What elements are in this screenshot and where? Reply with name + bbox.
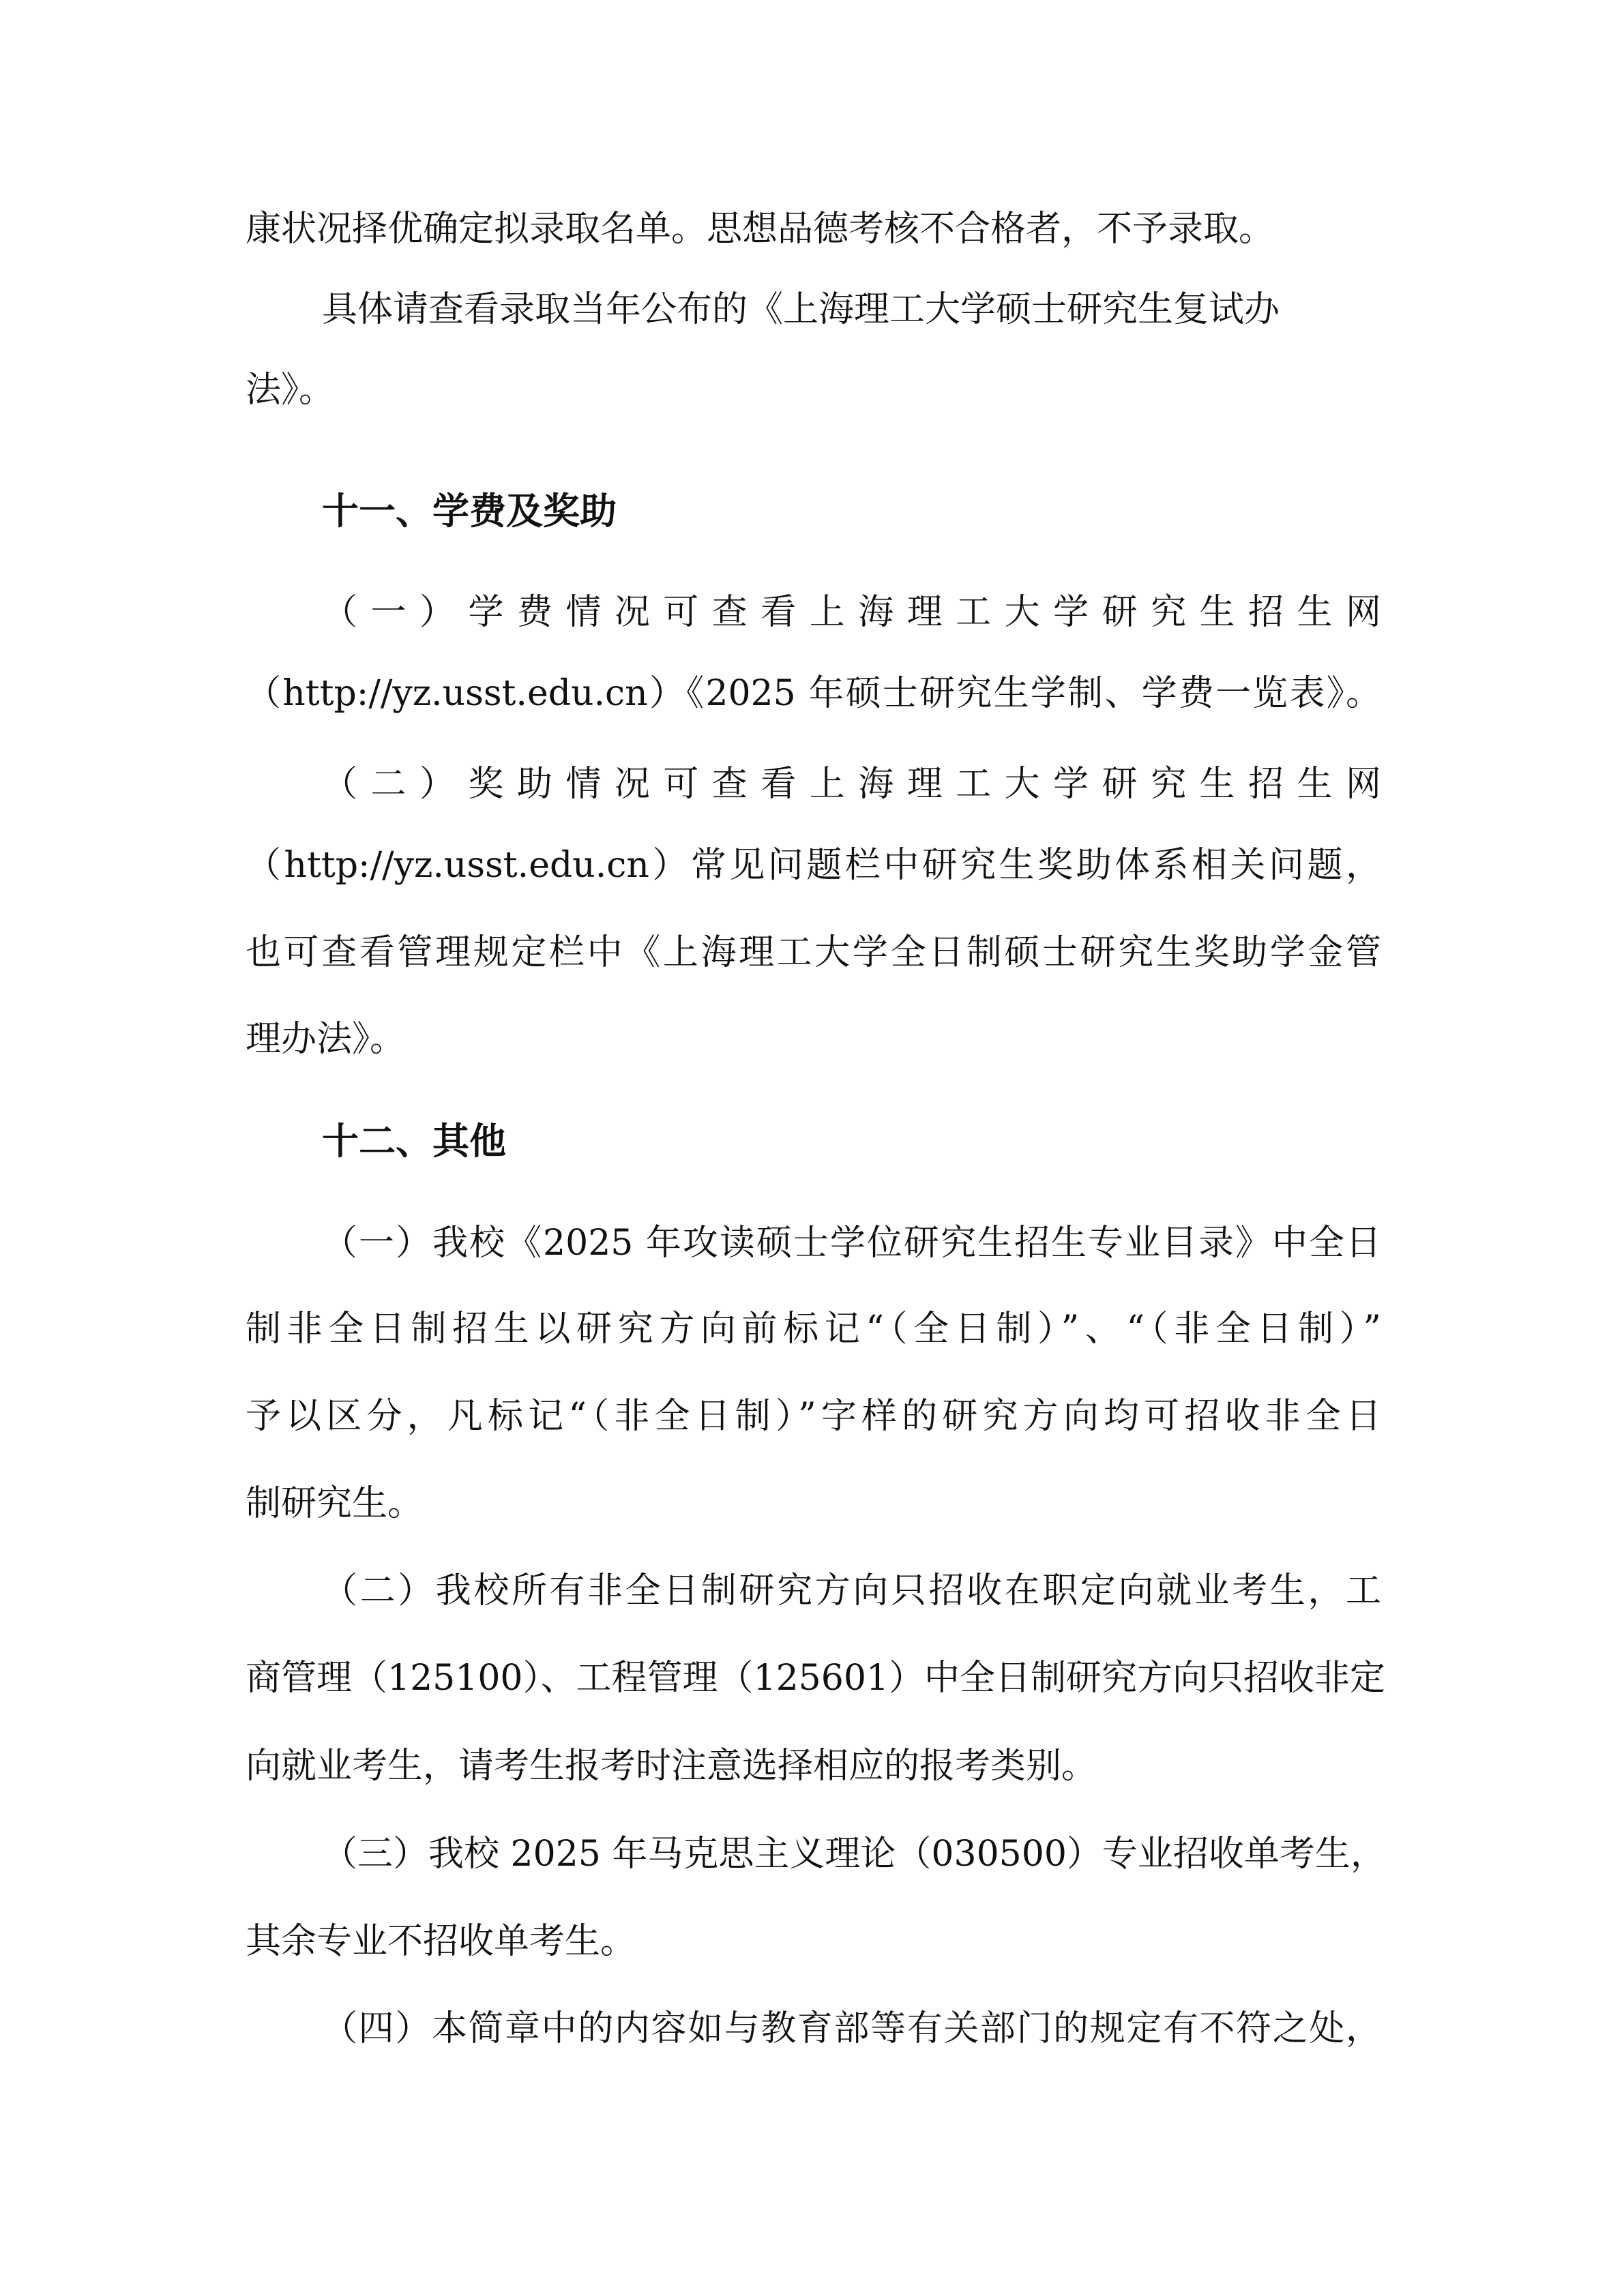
section-12-item-3-line-2: 其余专业不招收单考生。 bbox=[246, 1921, 636, 1962]
section-12-item-4-line-1: （四）本简章中的内容如与教育部等有关部门的规定有不符之处， bbox=[322, 2008, 1381, 2049]
section-12-item-1-line-1: （一）我校《2025 年攻读硕士学位研究生招生专业目录》中全日 bbox=[322, 1223, 1381, 1264]
section-12-item-2-line-2: 商管理（125100）、工程管理（125601）中全日制研究方向只招收非定 bbox=[246, 1658, 1386, 1699]
section-12-heading: 十二、其他 bbox=[322, 1120, 506, 1163]
paragraph-admission-end-line-1: 康状况择优确定拟录取名单。思想品德考核不合格者，不予录取。 bbox=[246, 209, 1275, 250]
section-12-item-1-line-3: 予以区分，凡标记“（非全日制）”字样的研究方向均可招收非全日 bbox=[246, 1396, 1381, 1437]
section-11-item-1-line-1: （一）学费情况可查看上海理工大学研究生招生网 bbox=[322, 592, 1381, 633]
section-11-item-1-line-2: （http://yz.usst.edu.cn）《2025 年硕士研究生学制、学费一览表》。 bbox=[246, 673, 1381, 714]
paragraph-retest-method-line-1: 具体请查看录取当年公布的《上海理工大学硕士研究生复试办 bbox=[322, 289, 1280, 330]
section-11-item-2-line-1: （二）奖助情况可查看上海理工大学研究生招生网 bbox=[322, 764, 1381, 805]
section-11-item-2-line-2: （http://yz.usst.edu.cn）常见问题栏中研究生奖助体系相关问题， bbox=[246, 845, 1381, 886]
section-12-item-1-line-2: 制非全日制招生以研究方向前标记“（全日制）”、“（非全日制）” bbox=[246, 1309, 1381, 1350]
section-12-item-2-line-1: （二）我校所有非全日制研究方向只招收在职定向就业考生，工 bbox=[322, 1570, 1381, 1611]
section-12-item-1-line-4: 制研究生。 bbox=[246, 1483, 424, 1524]
section-12-item-3-line-1: （三）我校 2025 年马克思主义理论（030500）专业招收单考生， bbox=[322, 1834, 1386, 1875]
section-12-item-2-line-3: 向就业考生，请考生报考时注意选择相应的报考类别。 bbox=[246, 1746, 1097, 1787]
section-11-item-2-line-3: 也可查看管理规定栏中《上海理工大学全日制硕士研究生奖助学金管 bbox=[246, 932, 1381, 973]
paragraph-retest-method-line-2: 法》。 bbox=[246, 370, 335, 411]
section-11-heading: 十一、学费及奖助 bbox=[322, 490, 617, 533]
section-11-item-2-line-4: 理办法》。 bbox=[246, 1019, 406, 1060]
